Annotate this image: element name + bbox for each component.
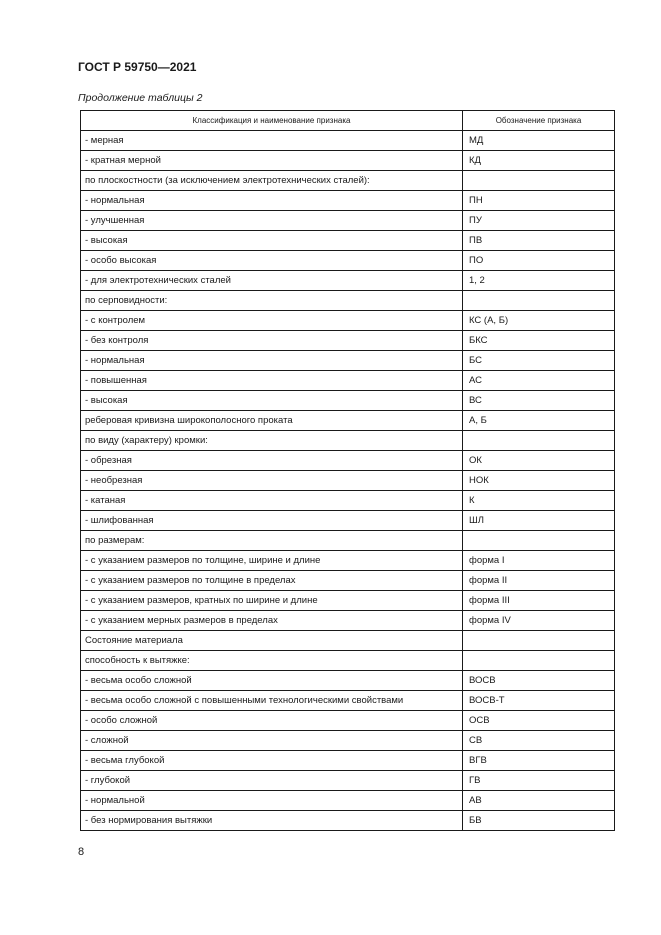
feature-code-cell: БВ [463, 811, 615, 831]
document-code: ГОСТ Р 59750—2021 [78, 60, 197, 74]
feature-code-cell: ВОСВ [463, 671, 615, 691]
feature-code-cell: ОК [463, 451, 615, 471]
table-row [81, 171, 615, 191]
feature-name-cell: - с контролем [81, 311, 463, 331]
feature-code-cell: КС (А, Б) [463, 311, 615, 331]
table-row [81, 551, 615, 571]
feature-name-cell: - кратная мерной [81, 151, 463, 171]
table-row [81, 571, 615, 591]
feature-name-cell: - обрезная [81, 451, 463, 471]
table-row [81, 651, 615, 671]
feature-name-cell: - с указанием мерных размеров в пределах [81, 611, 463, 631]
feature-name-cell: - без контроля [81, 331, 463, 351]
feature-name-cell: по серповидности: [81, 291, 463, 311]
feature-name-cell: - высокая [81, 391, 463, 411]
table-row [81, 191, 615, 211]
table-row [81, 371, 615, 391]
feature-code-cell [463, 651, 615, 671]
feature-name-cell: - с указанием размеров по толщине в пределах [81, 571, 463, 591]
feature-name-cell: - с указанием размеров, кратных по ширине и длине [81, 591, 463, 611]
table-row [81, 791, 615, 811]
feature-code-cell: БС [463, 351, 615, 371]
table-row [81, 631, 615, 651]
feature-name-cell: - повышенная [81, 371, 463, 391]
feature-code-cell: АВ [463, 791, 615, 811]
table-body [81, 131, 615, 831]
table-row [81, 591, 615, 611]
table-row [81, 311, 615, 331]
table-header-row [81, 111, 615, 131]
feature-name-cell: по размерам: [81, 531, 463, 551]
feature-code-cell [463, 631, 615, 651]
table-row [81, 731, 615, 751]
feature-code-cell: ПВ [463, 231, 615, 251]
table-row [81, 131, 615, 151]
feature-name-cell: реберовая кривизна широкополосного проката [81, 411, 463, 431]
table-row [81, 491, 615, 511]
feature-name-cell: - с указанием размеров по толщине, ширине и длине [81, 551, 463, 571]
table-row [81, 691, 615, 711]
feature-code-cell: БКС [463, 331, 615, 351]
feature-name-cell: - весьма особо сложной [81, 671, 463, 691]
header-feature-code: Обозначение признака [463, 111, 615, 131]
feature-code-cell: 1, 2 [463, 271, 615, 291]
table-row [81, 671, 615, 691]
feature-code-cell [463, 171, 615, 191]
feature-name-cell: - для электротехнических сталей [81, 271, 463, 291]
table-row [81, 531, 615, 551]
feature-name-cell: способность к вытяжке: [81, 651, 463, 671]
feature-code-cell: ПУ [463, 211, 615, 231]
feature-name-cell: - особо высокая [81, 251, 463, 271]
feature-code-cell: ВГВ [463, 751, 615, 771]
feature-code-cell: К [463, 491, 615, 511]
feature-name-cell: - без нормирования вытяжки [81, 811, 463, 831]
feature-code-cell: форма IV [463, 611, 615, 631]
feature-name-cell: - высокая [81, 231, 463, 251]
feature-code-cell: ШЛ [463, 511, 615, 531]
table-row [81, 411, 615, 431]
table-row [81, 451, 615, 471]
feature-code-cell: А, Б [463, 411, 615, 431]
table-row [81, 431, 615, 451]
feature-name-cell: - нормальной [81, 791, 463, 811]
feature-code-cell: МД [463, 131, 615, 151]
feature-code-cell: АС [463, 371, 615, 391]
table-row [81, 751, 615, 771]
feature-name-cell: - нормальная [81, 351, 463, 371]
feature-name-cell: - мерная [81, 131, 463, 151]
feature-name-cell: - глубокой [81, 771, 463, 791]
feature-code-cell [463, 431, 615, 451]
feature-name-cell: - улучшенная [81, 211, 463, 231]
table-row [81, 251, 615, 271]
feature-code-cell: СВ [463, 731, 615, 751]
feature-code-cell: форма II [463, 571, 615, 591]
page-number: 8 [78, 846, 85, 858]
feature-name-cell: - сложной [81, 731, 463, 751]
feature-code-cell [463, 531, 615, 551]
table-row [81, 471, 615, 491]
feature-name-cell: - катаная [81, 491, 463, 511]
feature-name-cell: - особо сложной [81, 711, 463, 731]
table-row [81, 511, 615, 531]
feature-code-cell: ПО [463, 251, 615, 271]
table-row [81, 291, 615, 311]
table-row [81, 151, 615, 171]
table-row [81, 711, 615, 731]
feature-name-cell: - весьма глубокой [81, 751, 463, 771]
feature-name-cell: - весьма особо сложной с повышенными технологическими свойствами [81, 691, 463, 711]
table-row [81, 331, 615, 351]
table-row [81, 611, 615, 631]
table-row [81, 811, 615, 831]
classification-table [80, 110, 615, 831]
feature-code-cell: ПН [463, 191, 615, 211]
feature-name-cell: - нормальная [81, 191, 463, 211]
table-row [81, 391, 615, 411]
table-row [81, 231, 615, 251]
feature-name-cell: - шлифованная [81, 511, 463, 531]
feature-code-cell: НОК [463, 471, 615, 491]
feature-code-cell: ВС [463, 391, 615, 411]
header-feature-name: Классификация и наименование признака [81, 111, 463, 131]
feature-code-cell: КД [463, 151, 615, 171]
feature-code-cell: ВОСВ-Т [463, 691, 615, 711]
feature-code-cell: форма III [463, 591, 615, 611]
feature-name-cell: - необрезная [81, 471, 463, 491]
feature-name-cell: по виду (характеру) кромки: [81, 431, 463, 451]
table-row [81, 351, 615, 371]
feature-code-cell: форма I [463, 551, 615, 571]
table-row [81, 271, 615, 291]
feature-name-cell: по плоскостности (за исключением электротехнических сталей): [81, 171, 463, 191]
feature-code-cell: ГВ [463, 771, 615, 791]
table-row [81, 211, 615, 231]
feature-code-cell: ОСВ [463, 711, 615, 731]
feature-code-cell [463, 291, 615, 311]
table-row [81, 771, 615, 791]
feature-name-cell: Состояние материала [81, 631, 463, 651]
table-caption: Продолжение таблицы 2 [78, 92, 203, 104]
